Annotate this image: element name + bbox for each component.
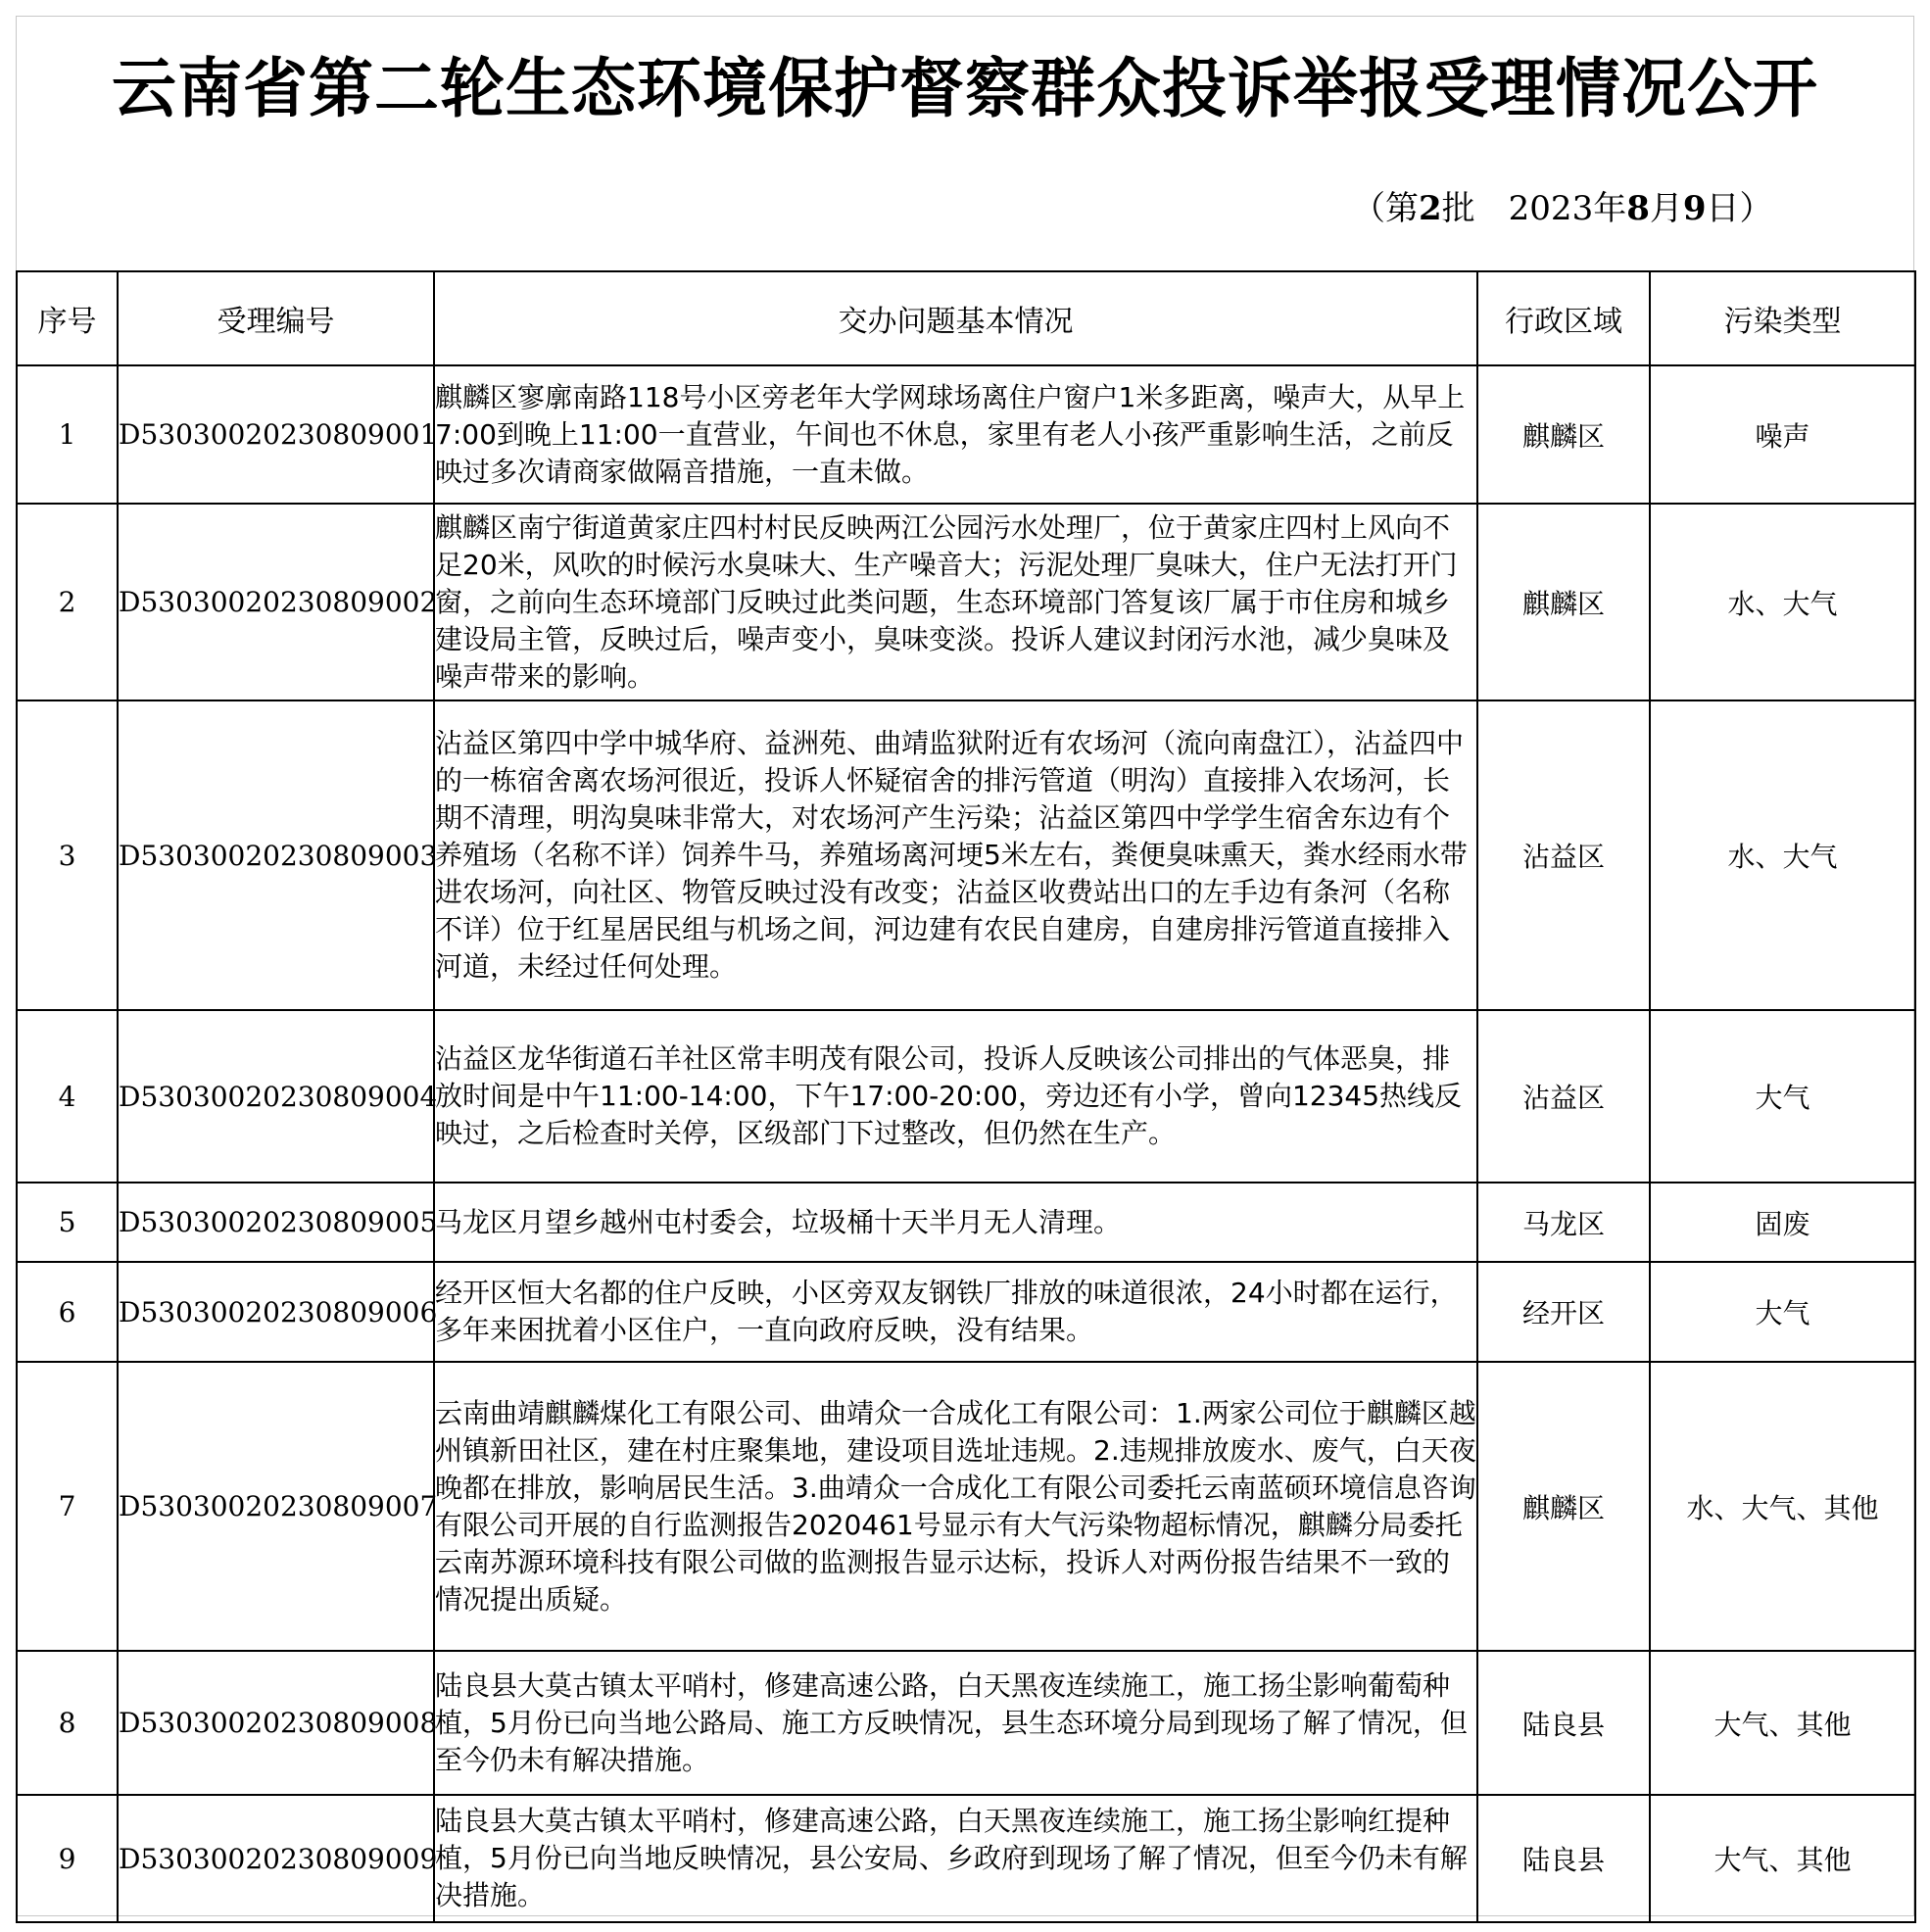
cell-description: 经开区恒大名都的住户反映，小区旁双友钢铁厂排放的味道很浓，24小时都在运行，多年来困扰着小区住户，一直向政府反映，没有结果。: [434, 1262, 1477, 1362]
header-seq: 序号: [17, 271, 118, 365]
cell-acceptance-no: D53030020230809003: [118, 700, 434, 1010]
day-unit: 日: [1706, 189, 1740, 228]
table-row: [17, 504, 1915, 700]
table-row: [17, 1183, 1915, 1262]
close-paren: ）: [1739, 189, 1773, 228]
table-row: [17, 1362, 1915, 1651]
cell-acceptance-no: D53030020230809005: [118, 1183, 434, 1262]
cell-description: 陆良县大莫古镇太平哨村，修建高速公路，白天黑夜连续施工，施工扬尘影响葡萄种植，5月份已向当地公路局、施工方反映情况，县生态环境分局到现场了解了情况，但至今仍未有解决措施。: [434, 1651, 1477, 1795]
cell-description: 麒麟区寥廓南路118号小区旁老年大学网球场离住户窗户1米多距离，噪声大，从早上7:00到晚上11:00一直营业，午间也不休息，家里有老人小孩严重影响生活，之前反映过多次请商家做隔音措施，一直未做。: [434, 365, 1477, 504]
table-row: [17, 1262, 1915, 1362]
day: 9: [1682, 189, 1707, 228]
cell-acceptance-no: D53030020230809002: [118, 504, 434, 700]
cell-pollution-type: 水、大气: [1650, 504, 1915, 700]
cell-region: 麒麟区: [1477, 365, 1650, 504]
header-region: 行政区域: [1477, 271, 1650, 365]
cell-seq: 9: [17, 1795, 118, 1922]
page-title: 云南省第二轮生态环境保护督察群众投诉举报受理情况公开: [112, 51, 1818, 126]
cell-pollution-type: 噪声: [1650, 365, 1915, 504]
batch-prefix: 第: [1385, 189, 1419, 228]
cell-seq: 8: [17, 1651, 118, 1795]
cell-description: 沾益区龙华街道石羊社区常丰明茂有限公司，投诉人反映该公司排出的气体恶臭，排放时间是中午11:00-14:00，下午17:00-20:00，旁边还有小学，曾向12345热线反映过，之后检查时关停，区级部门下过整改，但仍然在生产。: [434, 1010, 1477, 1183]
cell-region: 沾益区: [1477, 700, 1650, 1010]
batch-suffix: 批: [1441, 189, 1475, 228]
cell-pollution-type: 大气、其他: [1650, 1651, 1915, 1795]
header-acceptance-no: 受理编号: [118, 271, 434, 365]
month-unit: 月: [1649, 189, 1683, 228]
table-row: [17, 365, 1915, 504]
cell-acceptance-no: D53030020230809009: [118, 1795, 434, 1922]
cell-pollution-type: 水、大气: [1650, 700, 1915, 1010]
year-unit: 年: [1593, 189, 1627, 228]
cell-acceptance-no: D53030020230809001: [118, 365, 434, 504]
table-row: [17, 700, 1915, 1010]
table-row: [17, 1795, 1915, 1922]
batch-date-line: [1352, 184, 1901, 233]
cell-seq: 6: [17, 1262, 118, 1362]
cell-description: 云南曲靖麒麟煤化工有限公司、曲靖众一合成化工有限公司：1.两家公司位于麒麟区越州镇新田社区，建在村庄聚集地，建设项目选址违规。2.违规排放废水、废气，白天夜晚都在排放，影响居民生活。3.曲靖众一合成化工有限公司委托云南蓝硕环境信息咨询有限公司开展的自行监测报告2020461号显示有大气污染物超标情况，麒麟分局委托云南苏源环境科技有限公司做的监测报告显示达标，投诉人对两份报告结果不一致的情况提出质疑。: [434, 1362, 1477, 1651]
cell-acceptance-no: D53030020230809007: [118, 1362, 434, 1651]
cell-pollution-type: 固废: [1650, 1183, 1915, 1262]
cell-description: 马龙区月望乡越州屯村委会，垃圾桶十天半月无人清理。: [434, 1183, 1477, 1262]
cell-region: 沾益区: [1477, 1010, 1650, 1183]
cell-region: 经开区: [1477, 1262, 1650, 1362]
cell-seq: 7: [17, 1362, 118, 1651]
cell-region: 陆良县: [1477, 1795, 1650, 1922]
table-row: [17, 1010, 1915, 1183]
header-pollution-type: 污染类型: [1650, 271, 1915, 365]
cell-pollution-type: 大气、其他: [1650, 1795, 1915, 1922]
batch-number: 2: [1419, 189, 1442, 228]
complaints-table: [16, 270, 1916, 1923]
cell-pollution-type: 大气: [1650, 1262, 1915, 1362]
cell-seq: 2: [17, 504, 118, 700]
cell-pollution-type: 大气: [1650, 1010, 1915, 1183]
table-header-row: [17, 271, 1915, 365]
cell-region: 陆良县: [1477, 1651, 1650, 1795]
cell-acceptance-no: D53030020230809006: [118, 1262, 434, 1362]
cell-description: 沾益区第四中学中城华府、益洲苑、曲靖监狱附近有农场河（流向南盘江），沾益四中的一栋宿舍离农场河很近，投诉人怀疑宿舍的排污管道（明沟）直接排入农场河，长期不清理，明沟臭味非常大，对农场河产生污染；沾益区第四中学学生宿舍东边有个养殖场（名称不详）饲养牛马，养殖场离河埂5米左右，粪便臭味熏天，粪水经雨水带进农场河，向社区、物管反映过没有改变；沾益区收费站出口的左手边有条河（名称不详）位于红星居民组与机场之间，河边建有农民自建房，自建房排污管道直接排入河道，未经过任何处理。: [434, 700, 1477, 1010]
cell-pollution-type: 水、大气、其他: [1650, 1362, 1915, 1651]
cell-seq: 1: [17, 365, 118, 504]
year: 2023: [1508, 189, 1594, 228]
open-paren: （: [1352, 189, 1385, 228]
cell-seq: 5: [17, 1183, 118, 1262]
cell-region: 马龙区: [1477, 1183, 1650, 1262]
cell-acceptance-no: D53030020230809004: [118, 1010, 434, 1183]
cell-seq: 4: [17, 1010, 118, 1183]
cell-acceptance-no: D53030020230809008: [118, 1651, 434, 1795]
cell-description: 麒麟区南宁街道黄家庄四村村民反映两江公园污水处理厂，位于黄家庄四村上风向不足20米，风吹的时候污水臭味大、生产噪音大；污泥处理厂臭味大，住户无法打开门窗，之前向生态环境部门反映过此类问题，生态环境部门答复该厂属于市住房和城乡建设局主管，反映过后，噪声变小，臭味变淡。投诉人建议封闭污水池，减少臭味及噪声带来的影响。: [434, 504, 1477, 700]
cell-seq: 3: [17, 700, 118, 1010]
cell-region: 麒麟区: [1477, 1362, 1650, 1651]
month: 8: [1626, 189, 1650, 228]
header-description: 交办问题基本情况: [434, 271, 1477, 365]
table-row: [17, 1651, 1915, 1795]
cell-region: 麒麟区: [1477, 504, 1650, 700]
cell-description: 陆良县大莫古镇太平哨村，修建高速公路，白天黑夜连续施工，施工扬尘影响红提种植，5月份已向当地反映情况，县公安局、乡政府到现场了解了情况，但至今仍未有解决措施。: [434, 1795, 1477, 1922]
